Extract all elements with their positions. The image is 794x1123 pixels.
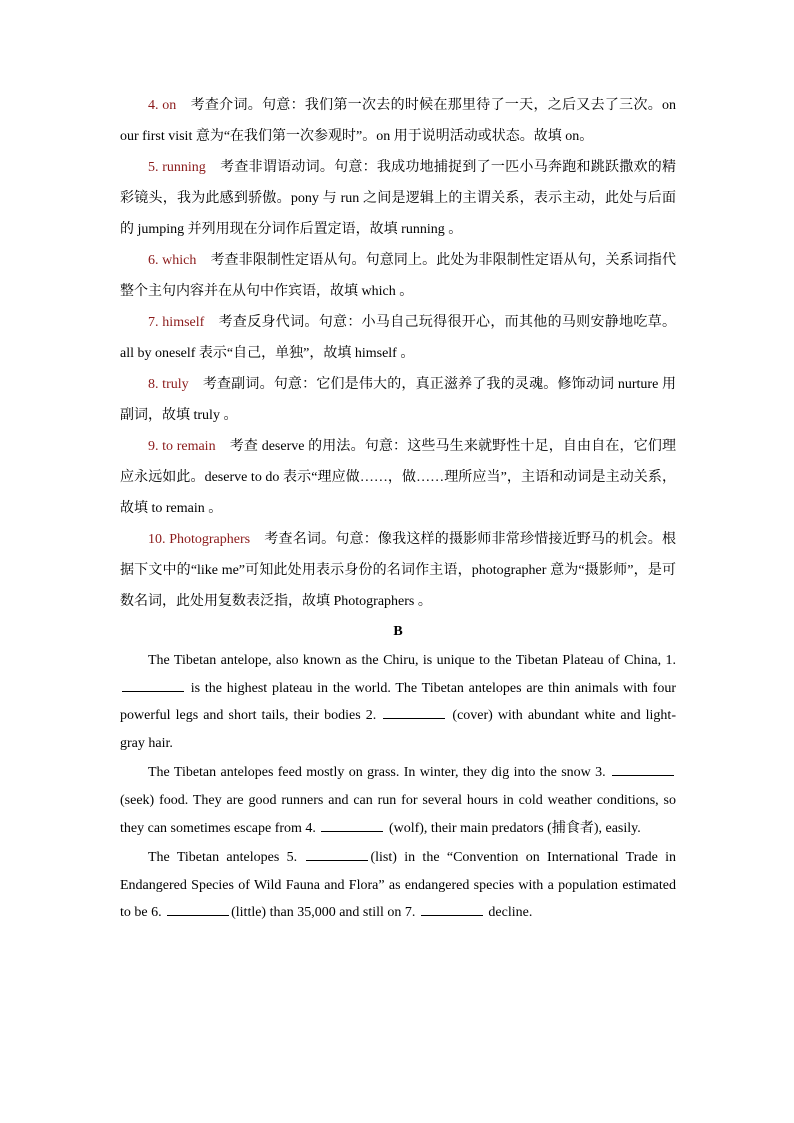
answer-explanation: 考查介词。句意：我们第一次去的时候在那里待了一天，之后又去了三次。on our first visit 意为“在我们第一次参观时”。on 用于说明活动或状态。故填 on。 xyxy=(120,98,677,144)
answer-key: 8. truly xyxy=(148,377,189,392)
passage-paragraph-2 xyxy=(120,759,676,842)
passage-text: The Tibetan antelopes feed mostly on grass. In winter, they dig into the snow 3. xyxy=(148,765,606,781)
answer-item-4 xyxy=(120,90,676,152)
passage-text: The Tibetan antelopes 5. xyxy=(148,850,298,866)
passage-text: The Tibetan antelope, also known as the Chiru, is unique to the Tibetan Plateau of China, 1. xyxy=(148,653,676,668)
answer-explanation: 考查 deserve 的用法。句意：这些马生来就野性十足，自由自在，它们理应永远如此。deserve to do 表示“理应做……，做……理所应当”，主语和动词是主动关系，故填 to remain 。 xyxy=(120,439,676,516)
blank-6[interactable] xyxy=(167,903,229,916)
blank-7[interactable] xyxy=(421,903,483,916)
passage-text: (little) than 35,000 and still on 7. xyxy=(231,905,416,921)
answer-item-7 xyxy=(120,307,676,369)
answer-explanation: 考查副词。句意：它们是伟大的，真正滋养了我的灵魂。修饰动词 nurture 用副词，故填 truly 。 xyxy=(120,377,676,423)
answer-item-5 xyxy=(120,152,676,245)
answer-key: 4. on xyxy=(148,98,177,113)
passage-text: (list) in the “Convention on International Trade in Endangered Species of Wild Fauna and Flora” as endangered species with a population estimated to be 6. xyxy=(120,850,677,921)
answer-explanation: 考查反身代词。句意：小马自己玩得很开心，而其他的马则安静地吃草。all by oneself 表示“自己，单独”，故填 himself 。 xyxy=(120,315,676,361)
answer-item-10 xyxy=(120,524,676,617)
section-title: B xyxy=(393,624,403,639)
blank-2[interactable] xyxy=(383,706,445,719)
passage-paragraph-3 xyxy=(120,844,676,927)
blank-3[interactable] xyxy=(612,763,674,776)
blank-4[interactable] xyxy=(321,819,383,832)
document-page xyxy=(120,90,676,929)
answer-key: 7. himself xyxy=(148,315,205,330)
answer-key: 9. to remain xyxy=(148,439,216,454)
answer-item-9 xyxy=(120,431,676,524)
answer-key: 5. running xyxy=(148,160,206,175)
answer-explanation: 考查非谓语动词。句意：我成功地捕捉到了一匹小马奔跑和跳跃撒欢的精彩镜头，我为此感到骄傲。pony 与 run 之间是逻辑上的主谓关系，表示主动，此处与后面的 jumping 并列用现在分词作后置定语，故填 running 。 xyxy=(120,160,676,237)
passage-text: is the highest plateau in the world. The Tibetan antelopes are thin animals with four powerful legs and short tails, their bodies 2. xyxy=(120,680,677,724)
answer-key: 10. Photographers xyxy=(148,532,251,547)
answer-explanation: 考查非限制性定语从句。句意同上。此处为非限制性定语从句，关系词指代整个主句内容并在从句中作宾语，故填 which 。 xyxy=(120,253,676,299)
answer-key: 6. which xyxy=(148,253,197,268)
answer-explanation: 考查名词。句意：像我这样的摄影师非常珍惜接近野马的机会。根据下文中的“like me”可知此处用表示身份的名词作主语，photographer 意为“摄影师”，是可数名词，此处用复数表泛指，故填 Photographers 。 xyxy=(120,532,676,609)
passage-text: (seek) food. They are good runners and can run for several hours in cold weather conditions, so they can sometimes escape from 4. xyxy=(120,792,676,836)
blank-1[interactable] xyxy=(122,679,184,692)
passage-text: (cover) with abundant white and light-gray hair. xyxy=(120,708,676,751)
answer-item-6 xyxy=(120,245,676,307)
passage-text: decline. xyxy=(488,905,533,921)
answer-item-8 xyxy=(120,369,676,431)
passage-paragraph-1 xyxy=(120,647,676,757)
blank-5[interactable] xyxy=(306,848,368,861)
passage-text: (wolf), their main predators (捕食者), easily. xyxy=(388,820,641,836)
